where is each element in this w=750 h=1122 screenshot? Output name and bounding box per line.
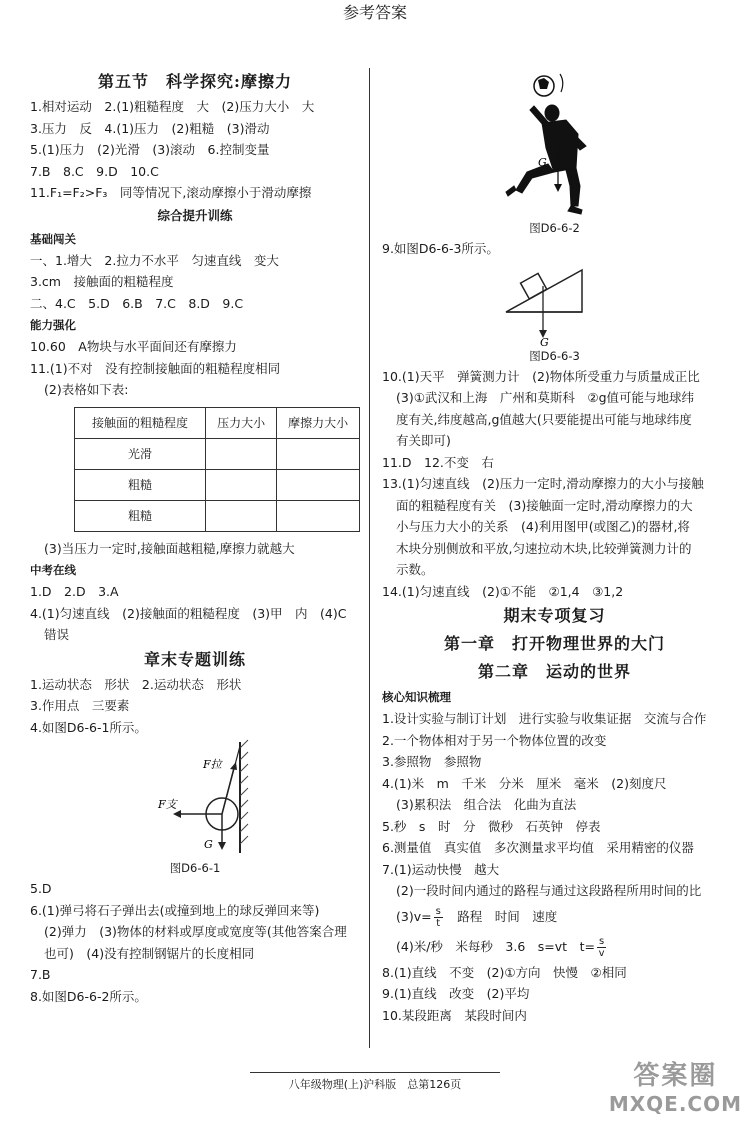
answer-line: 4.如图D6-6-1所示。: [30, 719, 147, 735]
answer-line: 1.运动状态 形状 2.运动状态 形状: [30, 676, 242, 692]
category-label: 基础闯关: [30, 231, 76, 246]
answer-line: 3.压力 反 4.(1)压力 (2)粗糙 (3)滑动: [30, 120, 270, 136]
section-title: 期末专项复习: [503, 606, 606, 625]
figure-d6-6-2: [382, 68, 727, 218]
tension-arrowhead: [230, 762, 237, 770]
table-cell: [206, 438, 277, 469]
chapter-title: 第二章 运动的世界: [477, 662, 631, 681]
answer-line: 错误: [44, 627, 70, 642]
watermark-logo: [609, 1055, 742, 1116]
answer-line: (3)①武汉和上海 广州和莫斯科 ②g值可能与地球纬: [396, 390, 695, 405]
figure-caption: 图D6-6-3: [529, 348, 580, 363]
answer-line: 11.D 12.不变 右: [382, 454, 494, 470]
table-cell: [206, 469, 277, 500]
answer-line: 二、4.C 5.D 6.B 7.C 8.D 9.C: [30, 295, 244, 311]
left-column: [30, 68, 360, 1007]
fraction-denominator: v: [598, 947, 605, 959]
answer-line: 5.D: [30, 881, 52, 896]
answer-line: 面的粗糙程度有关 (3)接触面一定时,滑动摩擦力的大: [396, 497, 693, 513]
answer-line: 3.cm 接触面的粗糙程度: [30, 274, 174, 289]
answer-line: 8.如图D6-6-2所示。: [30, 988, 147, 1004]
fraction-denominator: t: [436, 917, 441, 929]
formula-rest: 路程 时间 速度: [444, 908, 558, 924]
fraction-numerator: s: [598, 935, 605, 947]
table-cell: [277, 469, 360, 500]
answer-line: 10.某段距离 某段时间内: [382, 1007, 527, 1023]
soccer-player-illustration: [506, 74, 586, 214]
chapter-title: 第一章 打开物理世界的大门: [443, 634, 665, 653]
answer-line: 4.(1)匀速直线 (2)接触面的粗糙程度 (3)甲 内 (4)C: [30, 605, 347, 621]
section-title: 章末专题训练: [143, 649, 246, 669]
label-f-la: F拉: [203, 758, 222, 771]
answer-line: 示数。: [396, 562, 434, 577]
right-column: [382, 68, 727, 1026]
table-cell: [206, 500, 277, 531]
answer-line: (3)累积法 组合法 化曲为直法: [396, 797, 577, 812]
answer-line: 小与压力大小的关系 (4)利用图甲(或图乙)的器材,将: [396, 519, 690, 534]
answer-line: 有关即可): [396, 433, 451, 448]
category-label: 中考在线: [30, 563, 76, 577]
formula-line: [382, 902, 727, 932]
answer-line: 6.(1)弹弓将石子弹出去(或撞到地上的球反弹回来等): [30, 902, 320, 918]
gravity-arrowhead: [218, 842, 226, 850]
answer-line: 3.作用点 三要素: [30, 698, 130, 713]
tension-arrow: [222, 768, 234, 814]
table-cell: 粗糙: [75, 500, 206, 531]
table-cell: 光滑: [75, 438, 206, 469]
answer-line: 度有关,纬度越高,g值越大(只要能提出可能与地球纬度: [396, 411, 692, 427]
answer-line: 14.(1)匀速直线 (2)①不能 ②1,4 ③1,2: [382, 583, 624, 599]
table-cell: [277, 438, 360, 469]
answer-line: 7.(1)运动快慢 越大: [382, 861, 500, 877]
wall-hatching: [240, 740, 248, 844]
section-title: 第五节 科学探究:摩擦力: [98, 72, 292, 91]
answer-line: 7.B 8.C 9.D 10.C: [30, 163, 159, 179]
answer-line: 一、1.增大 2.拉力不水平 匀速直线 变大: [30, 252, 279, 268]
answer-line: 也可) (4)没有控制钢锯片的长度相同: [44, 945, 255, 961]
fraction-numerator: s: [435, 905, 441, 917]
answer-line: 1.设计实验与制订计划 进行实验与收集证据 交流与合作: [382, 711, 707, 726]
answer-line: 9.如图D6-6-3所示。: [382, 241, 499, 256]
answer-line: (2)一段时间内通过的路程与通过这段路程所用时间的比: [396, 883, 702, 898]
footer-rule: [250, 1072, 500, 1073]
answer-line: 9.(1)直线 改变 (2)平均: [382, 986, 530, 1001]
category-label: 核心知识梳理: [382, 690, 451, 704]
roughness-table: [74, 407, 360, 532]
label-f-zhi: F支: [158, 798, 177, 811]
answer-line: 11.F₁=F₂>F₃ 同等情况下,滚动摩擦小于滑动摩擦: [30, 185, 312, 200]
answer-line: 2.一个物体相对于另一个物体位置的改变: [382, 732, 607, 748]
table-header: 接触面的粗糙程度: [75, 407, 206, 438]
answer-line: 8.(1)直线 不变 (2)①方向 快慢 ②相同: [382, 964, 627, 980]
formula-prefix: (4)米/秒 米每秒 3.6 s=vt t=: [396, 938, 595, 954]
figure-caption: 图D6-6-1: [169, 861, 221, 875]
answer-line: 木块分别侧放和平放,匀速拉动木块,比较弹簧测力计的: [396, 540, 692, 556]
table-header: 摩擦力大小: [277, 407, 360, 438]
label-g: G: [538, 156, 547, 169]
answer-line: 13.(1)匀速直线 (2)压力一定时,滑动摩擦力的大小与接触: [382, 476, 704, 491]
answer-line: 3.参照物 参照物: [382, 754, 482, 769]
answer-line: (3)当压力一定时,接触面越粗糙,摩擦力就越大: [44, 540, 295, 556]
footer-logo: 参考答案: [342, 3, 407, 22]
formula-line: [382, 932, 727, 962]
fraction: [434, 906, 443, 929]
category-label: 能力强化: [30, 318, 76, 332]
answer-line: 6.测量值 真实值 多次测量求平均值 采用精密的仪器: [382, 840, 694, 855]
answer-line: 1.相对运动 2.(1)粗糙程度 大 (2)压力大小 大: [30, 99, 315, 114]
answer-line: 10.(1)天平 弹簧测力计 (2)物体所受重力与质量成正比: [382, 368, 700, 384]
gravity-arrowhead: [554, 184, 562, 192]
watermark-url: MXQE.COM: [608, 1092, 742, 1116]
column-divider: [369, 68, 370, 1048]
sub-title: 综合提升训练: [157, 207, 233, 223]
answer-line: 5.秒 s 时 分 微秒 石英钟 停表: [382, 818, 601, 834]
label-g: G: [204, 838, 213, 851]
answer-line: (2)弹力 (3)物体的材料或厚度或宽度等(其他答案合理: [44, 924, 347, 939]
footer-page-info: 八年级物理(上)沪科版 总第126页: [288, 1078, 462, 1091]
support-arrowhead: [173, 810, 181, 818]
answer-line: 10.60 A物块与水平面间还有摩擦力: [30, 339, 237, 354]
answer-line: 5.(1)压力 (2)光滑 (3)滚动 6.控制变量: [30, 142, 270, 157]
label-g: G: [540, 335, 549, 346]
answer-line: (2)表格如下表:: [44, 382, 129, 397]
answer-line: 7.B: [30, 967, 51, 982]
formula-prefix: (3)v=: [396, 908, 432, 924]
table-header: 压力大小: [206, 407, 277, 438]
fraction: [597, 936, 606, 959]
answer-line: 1.D 2.D 3.A: [30, 584, 119, 599]
figure-d6-6-3: [382, 260, 727, 346]
answer-line: 4.(1)米 m 千米 分米 厘米 毫米 (2)刻度尺: [382, 775, 667, 791]
table-cell: [277, 500, 360, 531]
table-cell: 粗糙: [75, 469, 206, 500]
player-head: [545, 105, 559, 121]
figure-caption: 图D6-6-2: [529, 221, 580, 235]
figure-d6-6-1: [30, 738, 360, 858]
answer-line: 11.(1)不对 没有控制接触面的粗糙程度相同: [30, 360, 281, 376]
watermark-title: 答案圈: [633, 1061, 718, 1091]
